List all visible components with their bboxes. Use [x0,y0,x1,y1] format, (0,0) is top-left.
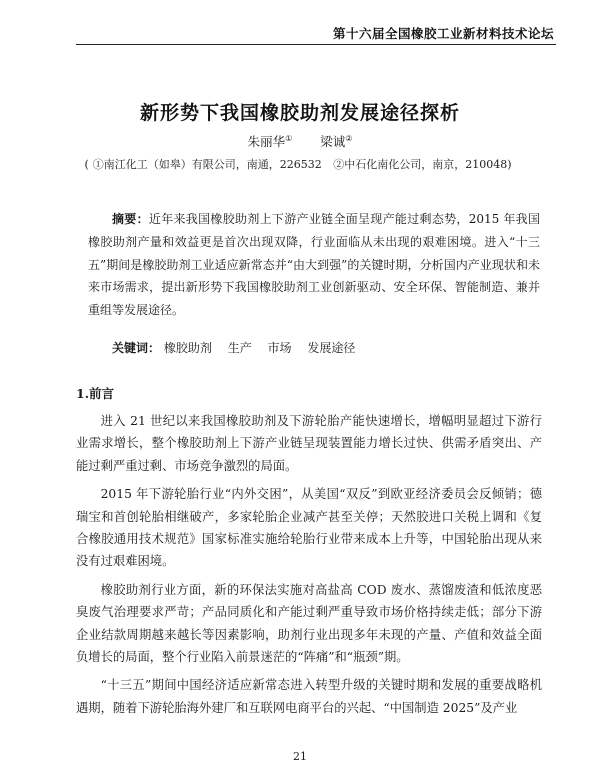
section-heading: 1.前言 [76,386,115,401]
body-text [76,410,542,725]
running-header: 第十六届全国橡胶工业新材料技术论坛 [332,26,554,41]
affiliation-2 [333,158,511,171]
abstract-label: 摘要： [112,212,149,226]
author-list [0,132,600,150]
page-number: 21 [293,750,307,763]
body-paragraph: 进入 21 世纪以来我国橡胶助剂及下游轮胎产能快速增长，增幅明显超过下游行业需求增长，整个橡胶助剂上下游产业链呈现装置能力增长过快、供需矛盾突出、产能过剩严重过剩、市场竞争激烈的局面。 [76,414,542,473]
abstract-text: 近年来我国橡胶助剂上下游产业链全面呈现产能过剩态势，2015 年我国橡胶助剂产量和效益更是首次出现双降，行业面临从未出现的艰难困境。进入“十三五”期间是橡胶助剂工业适应新常态并“由大到强”的关键时期，分析国内产业现状和未来市场需求，提出新形势下我国橡胶助剂工业创新驱动、安全环保、智能制造、兼并重组等发展途径。 [88,212,540,318]
body-paragraph: “十三五”期间中国经济适应新常态进入转型升级的关键时期和发展的重要战略机遇期，随着下游轮胎海外建厂和互联网电商平台的兴起、“中国制造 2025”及产业 [76,678,542,715]
affiliation-text: 南江化工（如皋）有限公司，南通，226532 [103,158,322,171]
affiliation-line [0,156,600,172]
keyword-item: 发展途径 [307,341,356,355]
affiliation-mark: ② [333,158,345,171]
affiliation-open-paren: ( [84,158,89,171]
header-rule [76,44,556,45]
affiliation-text: 中石化南化公司，南京，210048) [344,158,512,171]
author-mark: ② [345,133,353,143]
keywords [112,338,540,358]
abstract [88,208,540,322]
keyword-item: 橡胶助剂 [163,341,212,355]
author-2 [320,134,352,149]
keywords-label: 关键词： [112,341,161,355]
body-paragraph: 2015 年下游轮胎行业“内外交困”，从美国“双反”到欧亚经济委员会反倾销；德瑞宝和首创轮胎相继破产，多家轮胎企业减产甚至关停；天然胶进口关税上调和《复合橡胶通用技术规范》国家标准实施给轮胎行业带来成本上升等，中国轮胎出现从来没有过艰难困境。 [76,487,542,569]
keyword-item: 市场 [267,341,292,355]
author-1 [248,134,293,149]
affiliation-mark: ① [92,158,104,171]
author-name: 梁诚 [320,134,346,149]
author-name: 朱丽华 [247,134,286,149]
author-mark: ① [285,133,293,143]
keyword-item: 生产 [227,341,252,355]
body-paragraph: 橡胶助剂行业方面，新的环保法实施对高盐高 COD 废水、蒸馏废渣和低浓度恶臭废气治理要求严苛；产品同质化和产能过剩严重导致市场价格持续走低；部分下游企业结款周期越来越长等因素影响，助剂行业出现多年未现的产量、产值和效益全面负增长的局面，整个行业陷入前景迷茫的“阵痛”和“瓶颈”期。 [76,582,542,665]
paper-title: 新形势下我国橡胶助剂发展途径探析 [139,102,460,124]
affiliation-1 [93,158,322,171]
